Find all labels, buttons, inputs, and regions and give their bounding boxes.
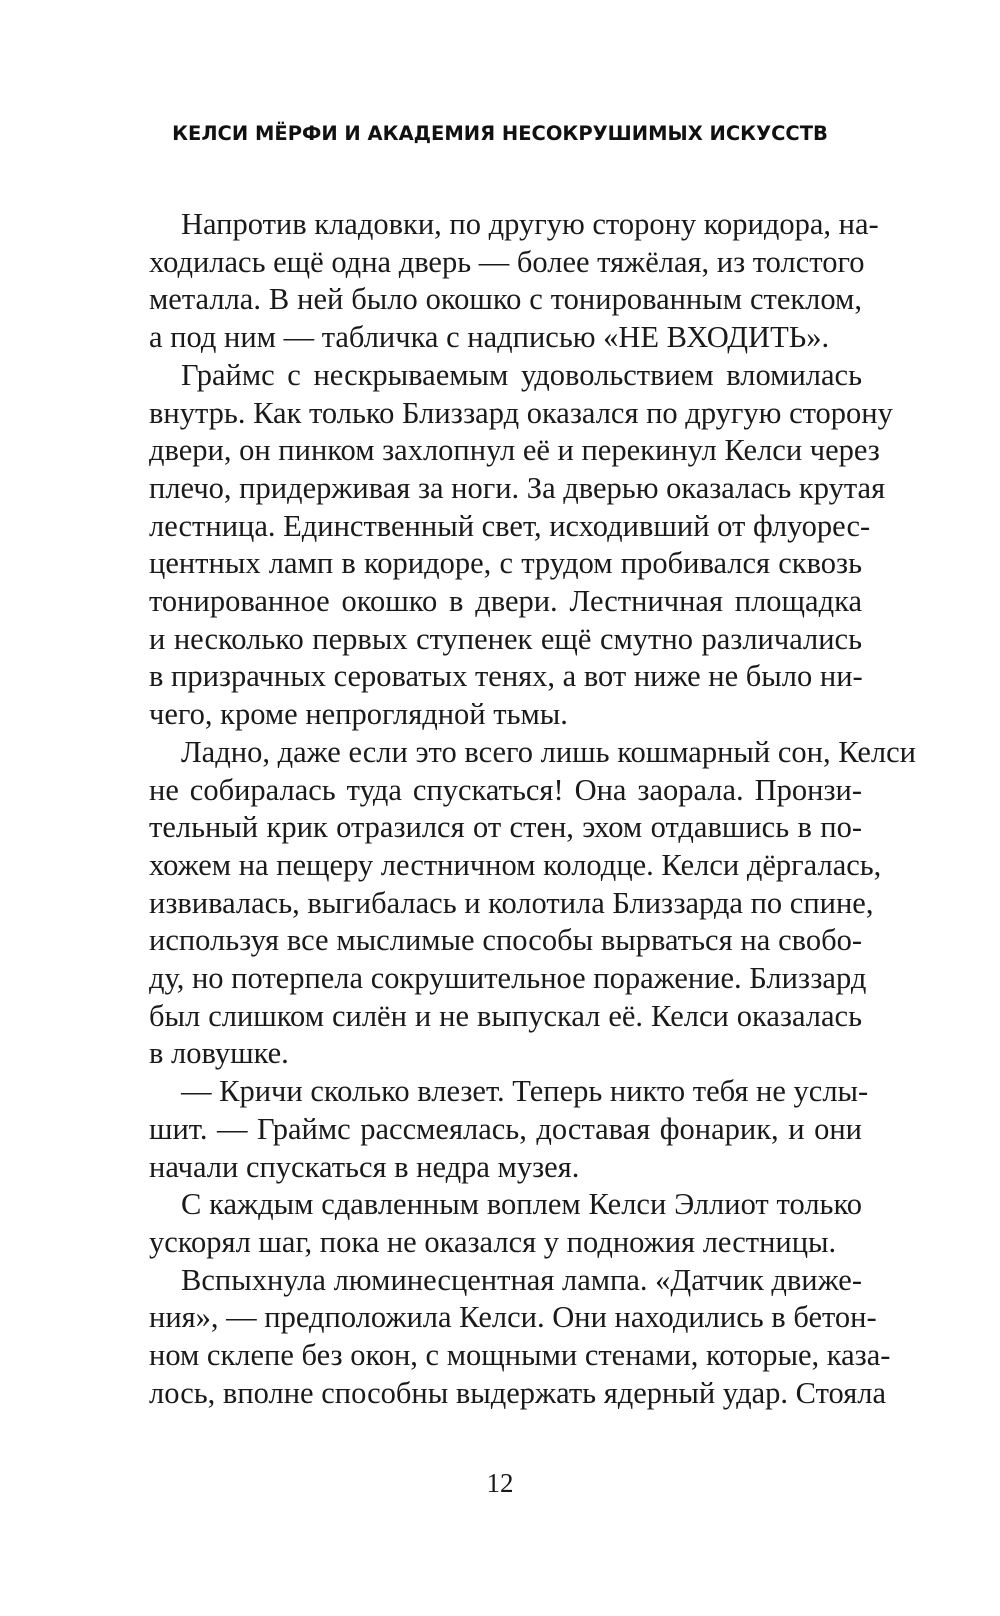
text-line: извивалась, выгибалась и колотила Близзарда по спине, <box>149 885 874 920</box>
text-line: тельный крик отразился от стен, эхом отдавшись в по- <box>149 810 862 845</box>
text-line: ду, но потерпела сокрушительное поражение. Близзард <box>149 961 867 996</box>
text-line: ния», — предположила Келси. Они находились в бетон- <box>149 1300 877 1335</box>
paragraph-5 <box>149 1186 862 1261</box>
text-line: ном склепе без окон, с мощными стенами, которые, каза- <box>149 1338 891 1373</box>
paragraph-3 <box>149 734 917 1073</box>
text-line: ходилась ещё одна дверь — более тяжёлая, из толстого <box>149 244 865 279</box>
page-number: 12 <box>486 1468 514 1498</box>
text-line: в призрачных сероватых тенях, а вот ниже не было ни- <box>149 659 863 694</box>
text-line: и несколько первых ступенек ещё смутно различались <box>149 621 862 656</box>
text-line: шит. — Граймс рассмеялась, доставая фонарик, и они <box>149 1111 862 1146</box>
text-line: внутрь. Как только Близзард оказался по другую сторону <box>149 395 893 430</box>
paragraph-6 <box>149 1262 891 1413</box>
text-line: хожем на пещеру лестничном колодце. Келси дёргалась, <box>149 847 882 882</box>
text-line: центных ламп в коридоре, с трудом пробивался сквозь <box>149 546 862 581</box>
running-head-title: КЕЛСИ МЁРФИ И АКАДЕМИЯ НЕСОКРУШИМЫХ ИСКУССТВ <box>172 122 828 145</box>
text-line: Вспыхнула люминесцентная лампа. «Датчик движе- <box>181 1262 862 1297</box>
text-line: лестница. Единственный свет, исходивший от флуорес- <box>149 508 871 543</box>
text-line: ускорял шаг, пока не оказался у подножия лестницы. <box>149 1224 837 1259</box>
text-line: был слишком силён и не выпускал её. Келси оказалась <box>149 998 862 1033</box>
text-line: Граймс с нескрываемым удовольствием вломилась <box>181 357 862 392</box>
text-line: Ладно, даже если это всего лишь кошмарный сон, Келси <box>181 734 917 769</box>
text-line: плечо, придерживая за ноги. За дверью оказалась крутая <box>149 470 886 505</box>
text-line: Напротив кладовки, по другую сторону коридора, на- <box>181 207 879 241</box>
text-line: С каждым сдавленным воплем Келси Эллиот только <box>181 1187 862 1222</box>
text-line: тонированное окошко в двери. Лестничная площадка <box>149 584 862 619</box>
text-line: а под ним — табличка с надписью «НЕ ВХОДИТЬ». <box>149 320 830 355</box>
text-line: используя все мыслимые способы вырваться на свобо- <box>149 923 862 958</box>
text-line: — Кричи сколько влезет. Теперь никто тебя не услы- <box>181 1074 869 1109</box>
paragraph-2 <box>149 357 893 734</box>
text-line: не собиралась туда спускаться! Она заорала. Пронзи- <box>149 772 862 807</box>
text-line: лось, вполне способны выдержать ядерный удар. Стояла <box>149 1375 887 1410</box>
text-line: начали спускаться в недра музея. <box>149 1149 580 1184</box>
paragraph-1 <box>149 206 879 357</box>
text-line: металла. В ней было окошко с тонированным стеклом, <box>149 282 862 317</box>
body-text <box>149 206 917 1413</box>
text-line: двери, он пинком захлопнул её и перекинул Келси через <box>149 433 880 468</box>
text-line: чего, кроме непроглядной тьмы. <box>149 697 568 732</box>
text-line: в ловушке. <box>149 1036 289 1071</box>
paragraph-4 <box>149 1073 869 1186</box>
